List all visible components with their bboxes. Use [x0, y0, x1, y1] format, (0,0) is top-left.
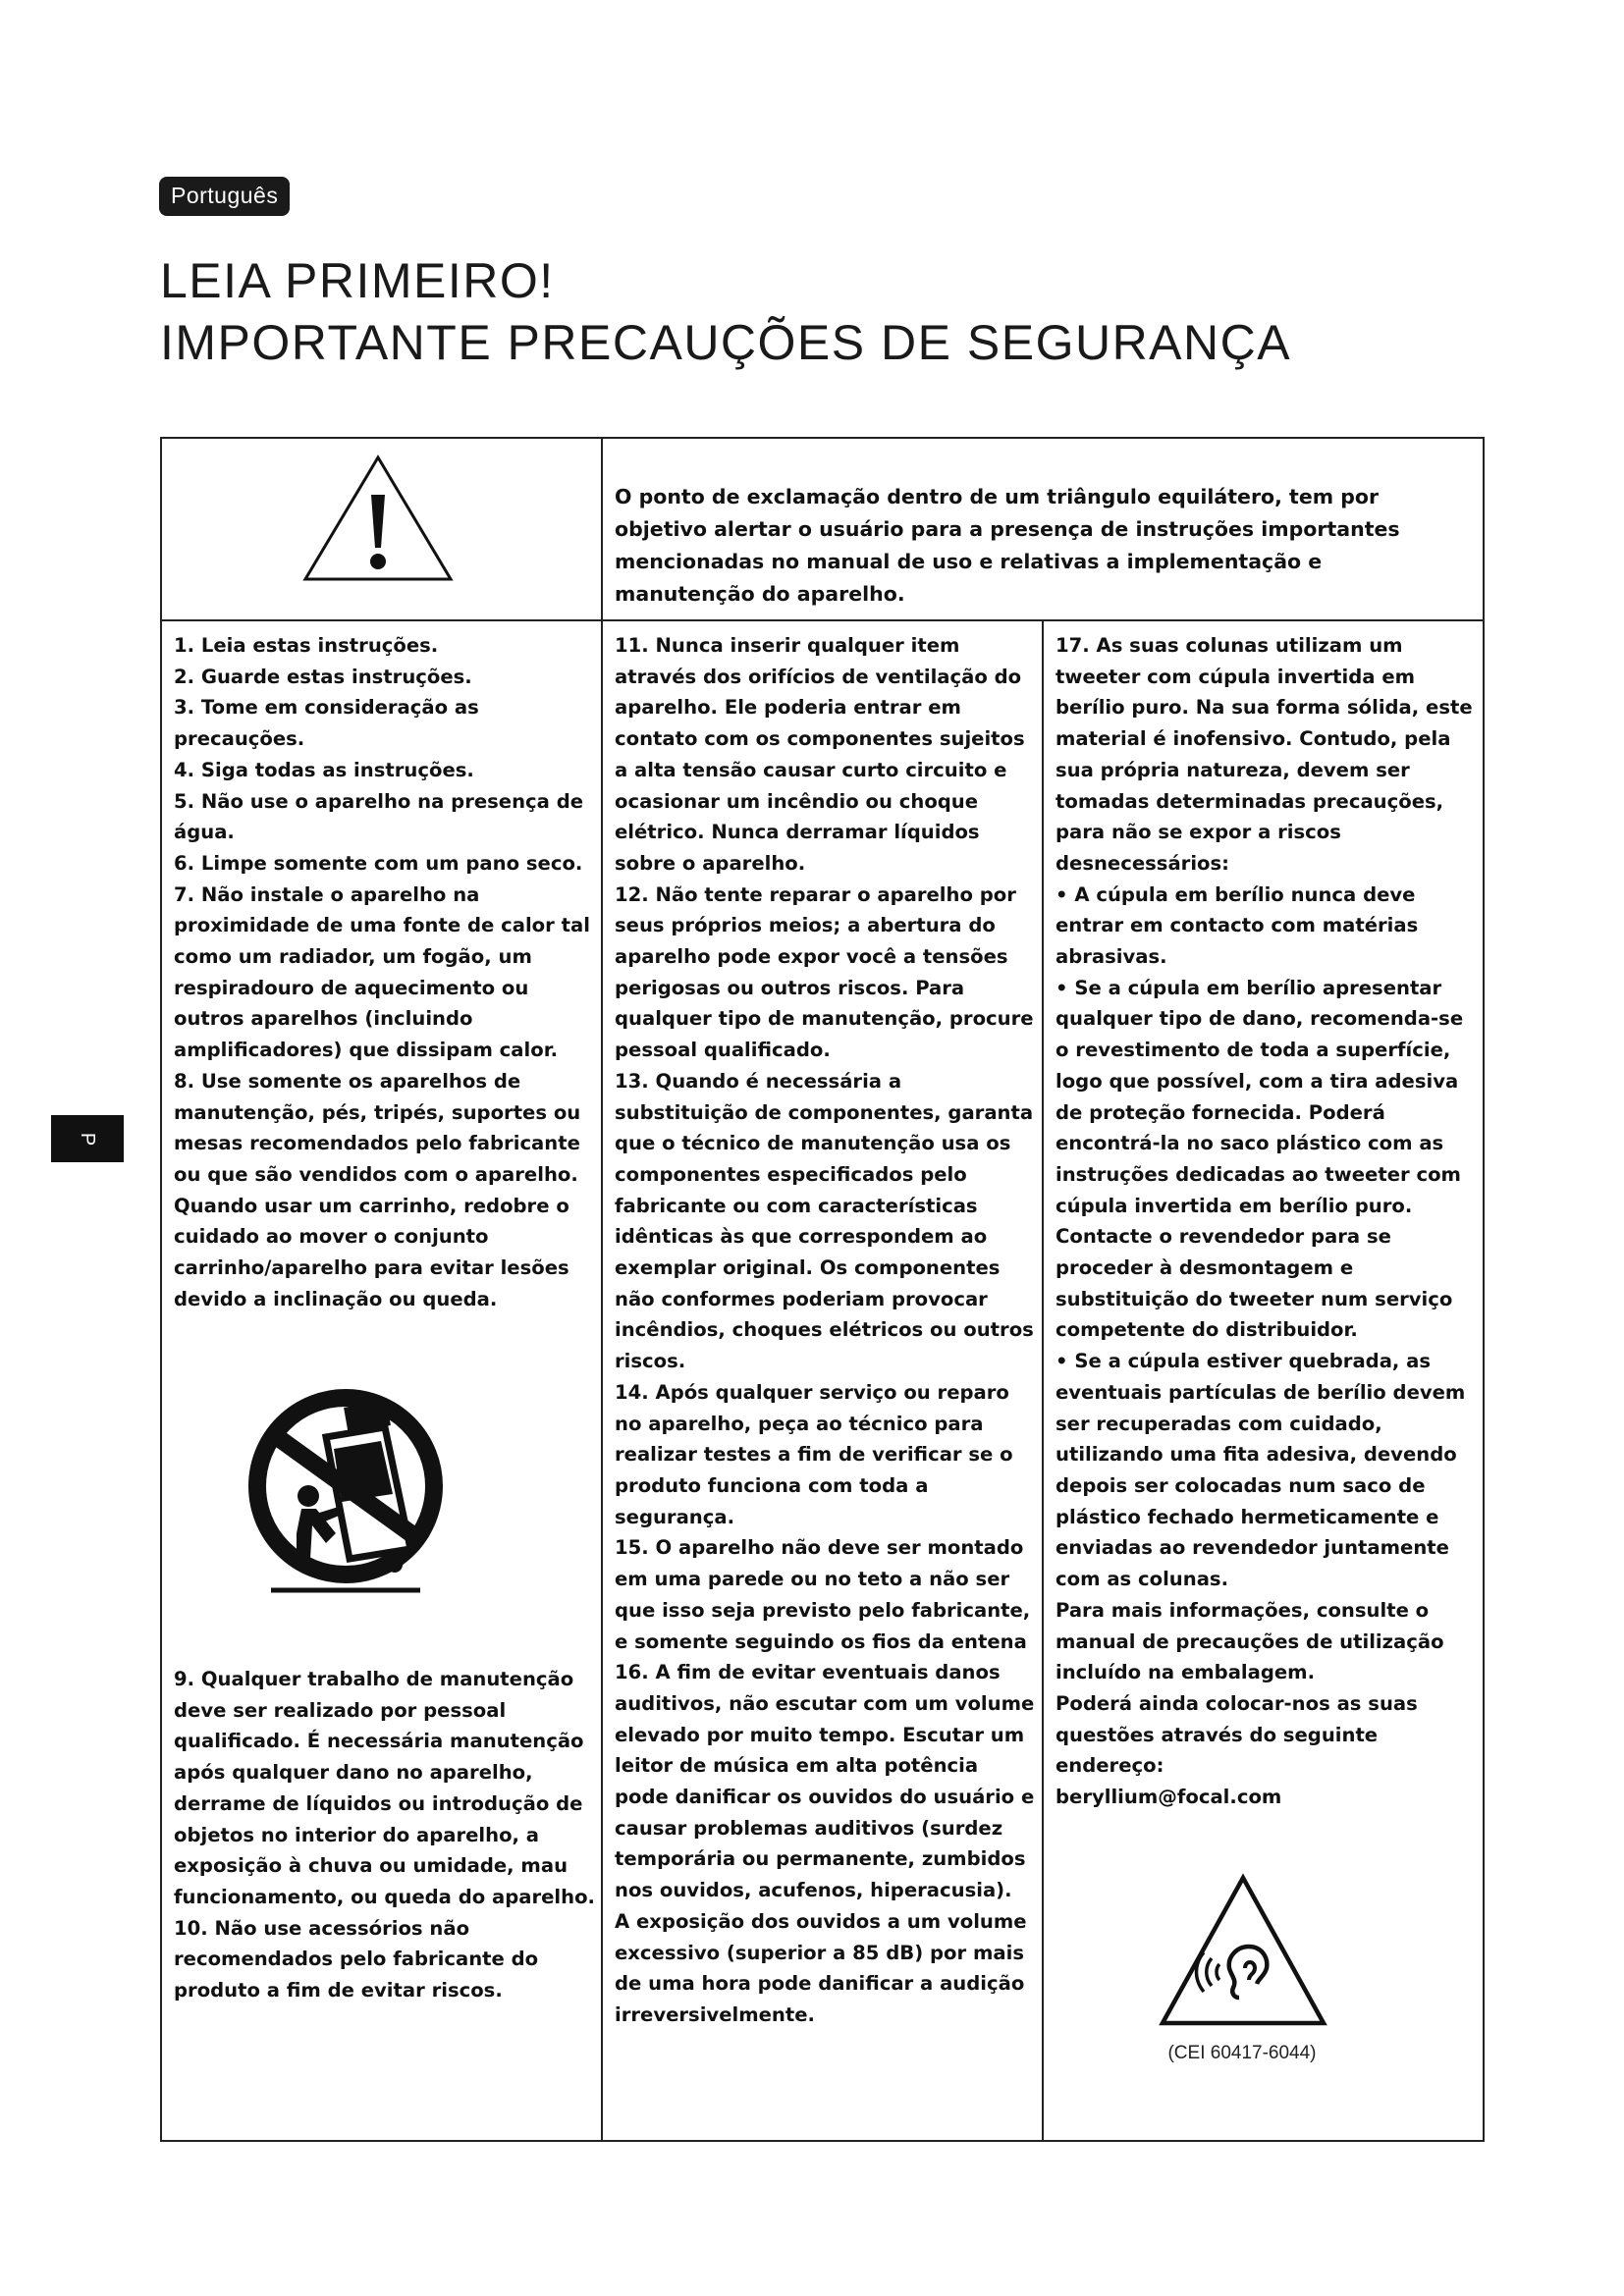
side-tab-label: P [77, 1132, 99, 1146]
instructions-column-1 [174, 630, 596, 1314]
hearing-standard-label: (CEI 60417-6044) [1167, 2043, 1317, 2063]
instructions-column-3 [1056, 630, 1473, 1813]
instruction-item: Poderá ainda colocar-nos as suas questões através do seguinte endereço: [1056, 1691, 1418, 1778]
table-divider [160, 619, 1485, 621]
instruction-item: 11. Nunca inserir qualquer item através dos orifícios de ventilação do aparelho. Ele poderia entrar em contato com os componentes sujeitos a alta tensão causar curto circuito e ocasionar um incêndio ou choque elétrico. Nunca derramar líquidos sobre o aparelho. [615, 634, 1025, 875]
instruction-item: • Se a cúpula estiver quebrada, as eventuais partículas de berílio devem ser recuperadas com cuidado, utilizando uma fita adesiva, devendo depois ser colocadas num saco de plástico fechado hermeticamente e enviadas ao revendedor juntamente com as colunas. [1056, 1350, 1466, 1591]
instruction-item: 15. O aparelho não deve ser montado em uma parede ou no teto a não ser que isso seja previsto pelo fabricante, e somente seguindo os fios da entena [615, 1536, 1031, 1653]
instruction-item: 3. Tome em consideração as precauções. [174, 696, 479, 751]
instruction-item: 7. Não instale o aparelho na proximidade de uma fonte de calor tal como um radiador, um fogão, um respiradouro de aquecimento ou outros aparelhos (incluindo amplificadores) que dissipam calor. [174, 882, 590, 1062]
instruction-item: 1. Leia estas instruções. [174, 634, 439, 657]
warning-notice: O ponto de exclamação dentro de um triângulo equilátero, tem por objetivo alertar o usuário para a presença de instruções importantes mencionadas no manual de uso e relativas a implementação e manutenção do aparelho. [615, 485, 1400, 606]
table-divider [1042, 620, 1044, 2142]
title-line-2: IMPORTANTE PRECAUÇÕES DE SEGURANÇA [160, 315, 1292, 370]
language-side-tab [51, 1115, 124, 1162]
instruction-item: 17. As suas colunas utilizam um tweeter com cúpula invertida em berílio puro. Na sua forma sólida, este material é inofensivo. Contudo, pela sua própria natureza, devem ser tomadas determinadas precauções, para não se expor a riscos desnecessários: [1056, 634, 1473, 875]
instruction-item: 2. Guarde estas instruções. [174, 665, 472, 688]
title-line-1: LEIA PRIMEIRO! [160, 253, 555, 308]
instruction-item: • Se a cúpula em berílio apresentar qualquer tipo de dano, recomenda-se o revestimento de toda a superfície, logo que possível, com a tira adesiva de proteção fornecida. Poderá encontrá-la no saco plástico com as instruções dedicadas ao tweeter com cúpula invertida em berílio puro. Contacte o revendedor para se proceder à desmontagem e substituição do tweeter num serviço competente do distribuidor. [1056, 976, 1464, 1342]
instruction-item: Para mais informações, consulte o manual de precauções de utilização incluído na embalagem. [1056, 1598, 1444, 1684]
cart-tip-warning-icon [247, 1386, 444, 1604]
table-divider [601, 437, 603, 2142]
contact-email: beryllium@focal.com [1056, 1786, 1282, 1809]
instruction-item: 13. Quando é necessária a substituição de componentes, garanta que o técnico de manutenção usa os componentes especificados pelo fabricante ou com características idênticas às que correspondem ao exemplar original. Os componentes não conformes poderiam provocar incêndios, choques elétricos ou outros riscos. [615, 1069, 1034, 1373]
instruction-item: 5. Não use o aparelho na presença de água. [174, 789, 584, 844]
instruction-item: A exposição dos ouvidos a um volume excessivo (superior a 85 dB) por mais de uma hora pode danificar a audição irreversivelmente. [615, 1909, 1027, 2026]
instruction-item: • A cúpula em berílio nunca deve entrar em contacto com matérias abrasivas. [1056, 882, 1419, 969]
instruction-item: 10. Não use acessórios não recomendados pelo fabricante do produto a fim de evitar riscos. [174, 1916, 539, 2002]
instructions-column-1-lower [174, 1664, 596, 2006]
instruction-item: 8. Use somente os aparelhos de manutenção, pés, tripés, suportes ou mesas recomendados pelo fabricante ou que são vendidos com o aparelho. Quando usar um carrinho, redobre o cuidado ao mover o conjunto carrinho/aparelho para evitar lesões devido a inclinação ou queda. [174, 1069, 581, 1310]
instruction-item: 12. Não tente reparar o aparelho por seus próprios meios; a abertura do aparelho pode expor você a tensões perigosas ou outros riscos. Para qualquer tipo de manutenção, procure pessoal qualificado. [615, 882, 1034, 1062]
instruction-item: 14. Após qualquer serviço ou reparo no aparelho, peça ao técnico para realizar testes a fim de verificar se o produto funciona com toda a segurança. [615, 1380, 1013, 1528]
instruction-item: 16. A fim de evitar eventuais danos auditivos, não escutar com um volume elevado por muito tempo. Escutar um leitor de música em alta potência pode danificar os ouvidos do usuário e causar problemas auditivos (surdez temporária ou permanente, zumbidos nos ouvidos, acufenos, hiperacusia). [615, 1661, 1035, 1902]
instructions-column-2 [615, 630, 1037, 2031]
instruction-item: 6. Limpe somente com um pano seco. [174, 851, 583, 875]
hearing-damage-warning-icon [1155, 1870, 1331, 2031]
instruction-item: 9. Qualquer trabalho de manutenção deve ser realizado por pessoal qualificado. É necessária manutenção após qualquer dano no aparelho, derrame de líquidos ou introdução de objetos no interior do aparelho, a exposição à chuva ou umidade, mau funcionamento, ou queda do aparelho. [174, 1668, 595, 1908]
instruction-item: 4. Siga todas as instruções. [174, 758, 474, 781]
language-badge: Português [159, 177, 290, 216]
warning-triangle-icon [299, 452, 457, 585]
page-title [160, 250, 1291, 374]
